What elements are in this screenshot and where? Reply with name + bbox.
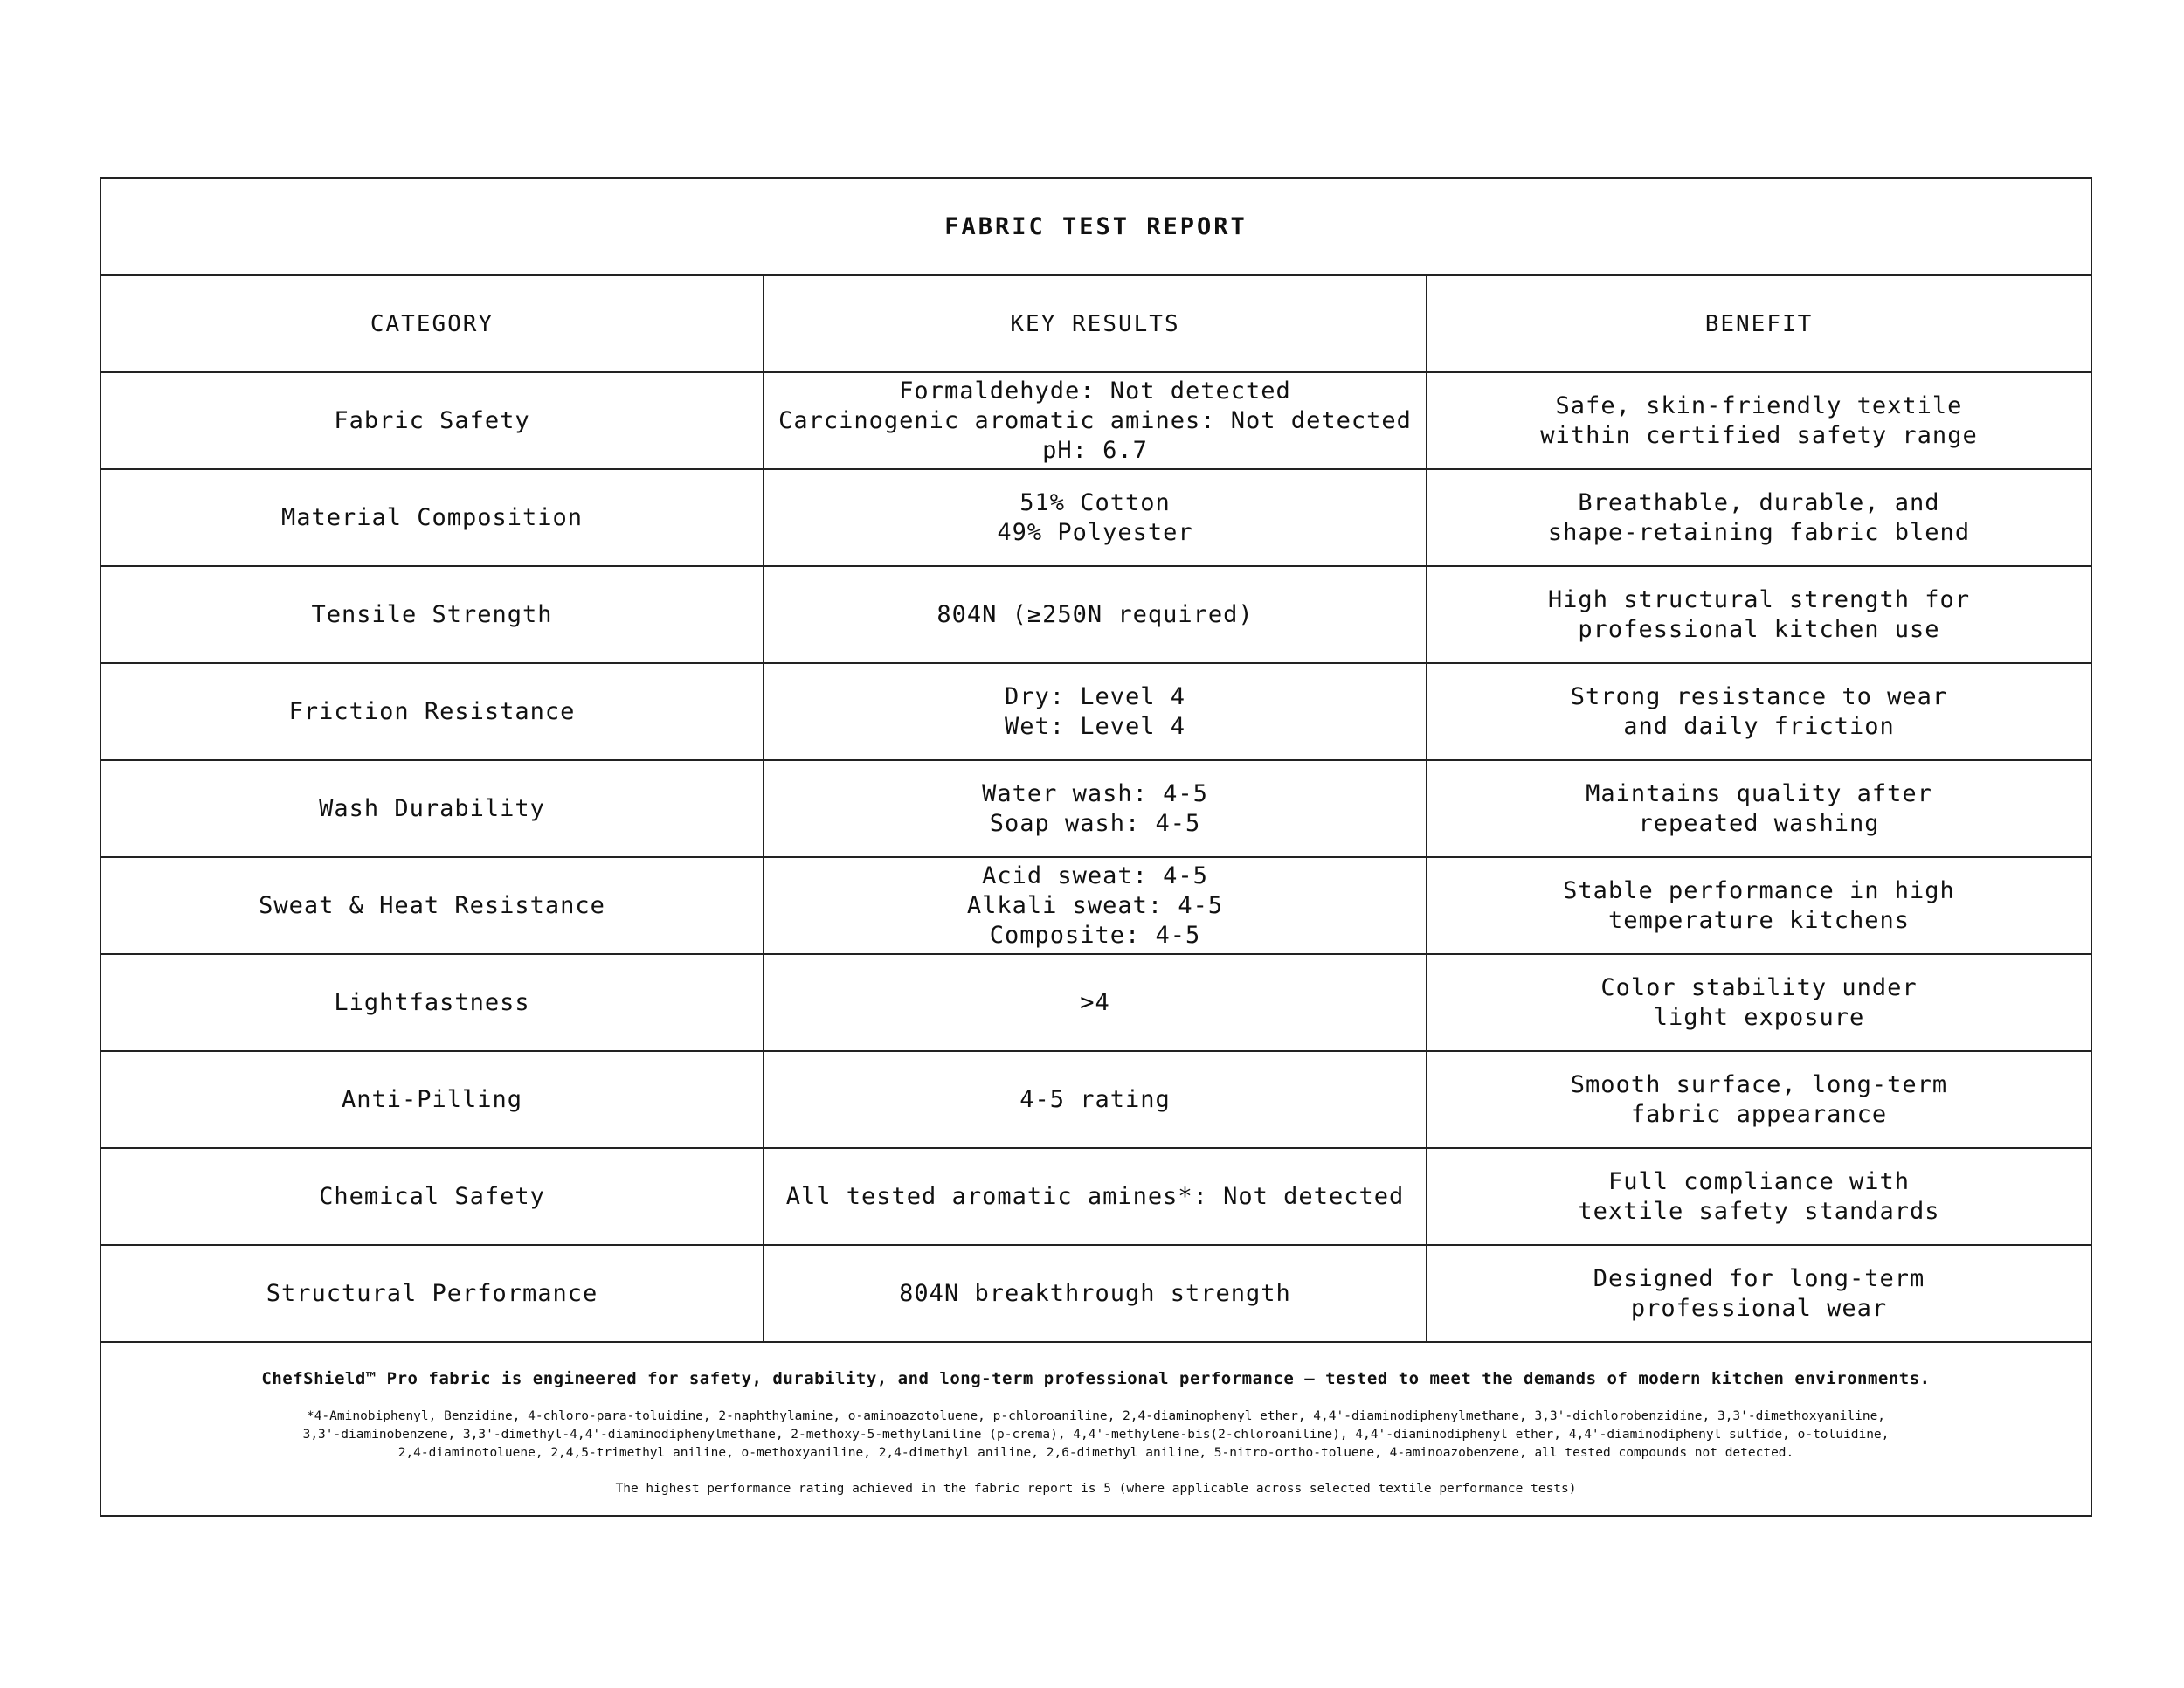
category-cell: Material Composition — [101, 470, 764, 565]
category-cell: Structural Performance — [101, 1246, 764, 1341]
benefit-line: Maintains quality after — [1586, 779, 1932, 807]
result-line: Composite: 4-5 — [989, 921, 1201, 949]
footer-tagline: ChefShield™ Pro fabric is engineered for safety, durability, and long-term professional performance — tested to meet the demands of modern kitchen environments. — [261, 1369, 1931, 1388]
benefit-line: Full compliance with — [1607, 1167, 1911, 1195]
benefit-line: Safe, skin-friendly textile — [1555, 391, 1963, 419]
category-cell: Anti-Pilling — [101, 1052, 764, 1147]
table-row — [101, 470, 2091, 567]
result-line: 804N (≥250N required) — [936, 600, 1254, 628]
benefit-line: professional kitchen use — [1578, 615, 1940, 643]
key-results-cell — [764, 1149, 1427, 1244]
key-results-cell — [764, 373, 1427, 468]
result-line: Alkali sweat: 4-5 — [966, 891, 1224, 919]
result-line: 4-5 rating — [1019, 1085, 1171, 1113]
report-footer — [101, 1343, 2091, 1515]
benefit-line: Breathable, durable, and — [1578, 488, 1940, 516]
result-line: Acid sweat: 4-5 — [982, 861, 1208, 889]
benefit-cell — [1427, 373, 2091, 468]
table-row — [101, 955, 2091, 1052]
benefit-line: light exposure — [1653, 1003, 1865, 1031]
amines-line: *4-Aminobiphenyl, Benzidine, 4-chloro-para-toluidine, 2-naphthylamine, o-aminoazotoluene, p-chloroaniline, 2,4-diaminophenyl ether, 4,4'-diaminodiphenylmethane, 3,3'-dichlorobenzidine, 3,3'-dimethoxyaniline, — [306, 1409, 1886, 1423]
table-row — [101, 567, 2091, 664]
benefit-line: High structural strength for — [1547, 585, 1971, 613]
result-line: pH: 6.7 — [1042, 436, 1148, 464]
key-results-cell — [764, 567, 1427, 662]
category-cell: Friction Resistance — [101, 664, 764, 759]
fabric-test-report-table — [100, 177, 2092, 1517]
table-row — [101, 1149, 2091, 1246]
benefit-cell — [1427, 470, 2091, 565]
benefit-line: and daily friction — [1623, 712, 1895, 740]
result-line: Soap wash: 4-5 — [989, 809, 1201, 837]
benefit-line: Stable performance in high — [1563, 876, 1955, 904]
benefit-line: textile safety standards — [1578, 1197, 1940, 1225]
key-results-cell — [764, 1246, 1427, 1341]
result-line: Water wash: 4-5 — [982, 779, 1208, 807]
benefit-cell — [1427, 1052, 2091, 1147]
benefit-line: within certified safety range — [1540, 421, 1978, 449]
category-cell: Sweat & Heat Resistance — [101, 858, 764, 953]
benefit-line: temperature kitchens — [1607, 906, 1911, 934]
key-results-cell — [764, 1052, 1427, 1147]
benefit-cell — [1427, 1246, 2091, 1341]
footer-note: The highest performance rating achieved in the fabric report is 5 (where applicable across selected textile performance tests) — [615, 1482, 1577, 1496]
table-body — [101, 373, 2091, 1343]
column-header-key-results: KEY RESULTS — [764, 276, 1427, 371]
benefit-line: Strong resistance to wear — [1570, 682, 1948, 710]
benefit-cell — [1427, 1149, 2091, 1244]
table-row — [101, 761, 2091, 858]
report-title: FABRIC TEST REPORT — [101, 179, 2091, 276]
column-header-category: CATEGORY — [101, 276, 764, 371]
benefit-line: Color stability under — [1600, 973, 1918, 1001]
table-row — [101, 1052, 2091, 1149]
column-header-benefit: BENEFIT — [1704, 310, 1814, 337]
benefit-cell — [1427, 761, 2091, 856]
category-cell: Lightfastness — [101, 955, 764, 1050]
result-line: Dry: Level 4 — [1004, 682, 1186, 710]
benefit-cell — [1427, 567, 2091, 662]
footer-amines-list — [128, 1408, 2064, 1463]
key-results-cell — [764, 470, 1427, 565]
benefit-cell — [1427, 858, 2091, 953]
result-line: 51% Cotton — [1019, 488, 1171, 516]
result-line: 49% Polyester — [997, 518, 1193, 546]
amines-line: 3,3'-diaminobenzene, 3,3'-dimethyl-4,4'-diaminodiphenylmethane, 2-methoxy-5-methylaniline (p-crema), 4,4'-methylene-bis(2-chloroaniline), 4,4'-diaminodiphenyl ether, 4,4'-diaminodiphenyl sulfide, o-toluidine, — [302, 1428, 1890, 1442]
amines-line: 2,4-diaminotoluene, 2,4,5-trimethyl aniline, o-methoxyaniline, 2,4-dimethyl aniline, 2,6-dimethyl aniline, 5-nitro-ortho-toluene, 4-aminoazobenzene, all tested compounds not detected. — [397, 1446, 1794, 1460]
category-cell: Wash Durability — [101, 761, 764, 856]
benefit-line: professional wear — [1630, 1294, 1888, 1322]
result-line: >4 — [1080, 988, 1110, 1016]
result-line: Wet: Level 4 — [1004, 712, 1186, 740]
benefit-line: shape-retaining fabric blend — [1547, 518, 1971, 546]
benefit-line: Smooth surface, long-term — [1570, 1070, 1948, 1098]
result-line: All tested aromatic amines*: Not detected — [785, 1182, 1405, 1210]
benefit-line: Designed for long-term — [1593, 1264, 1925, 1292]
key-results-cell — [764, 955, 1427, 1050]
table-row — [101, 664, 2091, 761]
result-line: Formaldehyde: Not detected — [899, 377, 1291, 405]
result-line: Carcinogenic aromatic amines: Not detected — [778, 406, 1412, 434]
table-row — [101, 858, 2091, 955]
result-line: 804N breakthrough strength — [899, 1279, 1291, 1307]
benefit-cell — [1427, 955, 2091, 1050]
table-header-row — [101, 276, 2091, 373]
table-row — [101, 373, 2091, 470]
key-results-cell — [764, 761, 1427, 856]
benefit-cell — [1427, 664, 2091, 759]
category-cell: Fabric Safety — [101, 373, 764, 468]
benefit-line: fabric appearance — [1630, 1100, 1888, 1128]
category-cell: Chemical Safety — [101, 1149, 764, 1244]
key-results-cell — [764, 664, 1427, 759]
category-cell: Tensile Strength — [101, 567, 764, 662]
benefit-line: repeated washing — [1638, 809, 1880, 837]
key-results-cell — [764, 858, 1427, 953]
table-row — [101, 1246, 2091, 1343]
